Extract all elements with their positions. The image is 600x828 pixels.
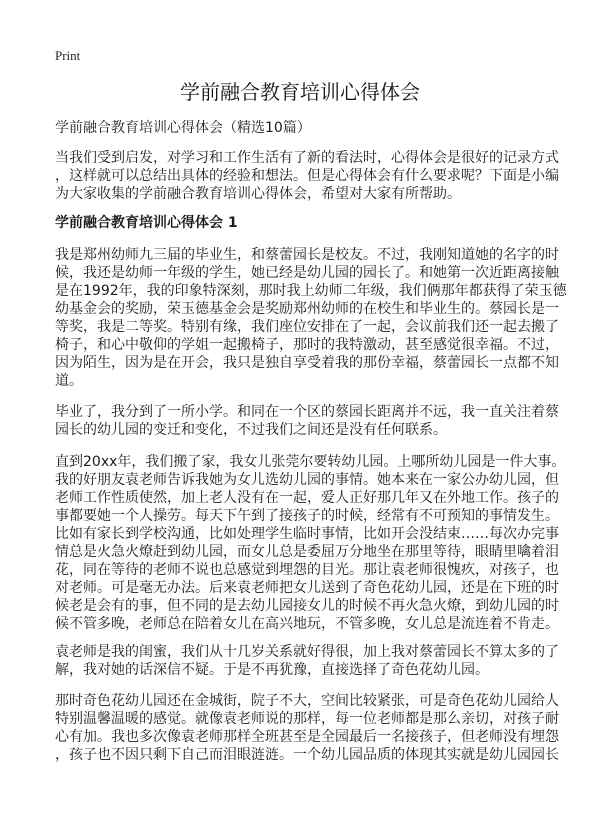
- text-line: 道。: [55, 373, 83, 389]
- intro-paragraph: [55, 149, 559, 203]
- text-line: 园长的幼儿园的变迁和变化，不过我们之间还是没有任何联系。: [55, 422, 447, 438]
- text-line: 袁老师是我的闺蜜，我们从十几岁关系就好得很，加上我对蔡蕾园长不算太多的了: [55, 644, 559, 660]
- text-line: 解，我对她的话深信不疑。于是不再犹豫，直接选择了奇色花幼儿园。: [55, 662, 489, 678]
- body-paragraph: [55, 246, 567, 390]
- text-line: 毕业了，我分到了一所小学。和同在一个区的蔡园长距离并不远，我一直关注着蔡: [55, 404, 559, 420]
- text-line: 幼基金会的奖励，荣玉德基金会是奖励郑州幼师的在校生和毕业生的。蔡园长是一: [55, 301, 559, 317]
- text-line: 花，同在等待的老师不说也总感觉到埋怨的目光。那让袁老师很愧疚，对孩子，也: [55, 562, 559, 578]
- text-line: 是在1992年，我的印象特深刻，那时我上幼师二年级，我们俩那年都获得了荣玉德: [55, 283, 567, 299]
- text-line: 等奖，我是二等奖。特别有缘，我们座位安排在了一起，会议前我们还一起去搬了: [55, 319, 559, 335]
- text-line: 我的好朋友袁老师告诉我她为女儿选幼儿园的事情。她本来在一家公办幼儿园，但: [55, 472, 559, 488]
- body-paragraph: [55, 643, 559, 679]
- page-title: 学前融合教育培训心得体会: [180, 80, 420, 104]
- text-line: ，孩子也不因只剩下自己而泪眼涟涟。一个幼儿园品质的体现其实就是幼儿园园长: [55, 747, 559, 763]
- body-paragraph: [55, 403, 559, 439]
- text-line: 椅子，和心中敬仰的学姐一起搬椅子，那时的我特激动，甚至感觉很幸福。不过，: [55, 337, 559, 353]
- text-line: 事都要她一个人操劳。每天下午到了接孩子的时候，经常有不可预知的事情发生。: [55, 508, 559, 524]
- text-line: 特别温馨温暖的感觉。就像袁老师说的那样，每一位老师都是那么亲切，对孩子耐: [55, 711, 559, 727]
- print-link[interactable]: Print: [55, 48, 81, 63]
- text-line: 候老是会有的事，但不同的是去幼儿园接女儿的时候不再火急火燎，到幼儿园的时: [55, 598, 559, 614]
- text-line: 我是郑州幼师九三届的毕业生，和蔡蕾园长是校友。不过，我刚知道她的名字的时: [55, 247, 559, 263]
- text-line: 因为陌生，因为是在开会，我只是独自享受着我的那份幸福，蔡蕾园长一点都不知: [55, 355, 559, 371]
- text-line: 对老师。可是毫无办法。后来袁老师把女儿送到了奇色花幼儿园，还是在下班的时: [55, 580, 559, 596]
- text-line: 比如有家长到学校沟通，比如处理学生临时事情，比如开会没结束……每次办完事: [55, 526, 559, 542]
- text-line: 为大家收集的学前融合教育培训心得体会，希望对大家有所帮助。: [55, 186, 461, 202]
- body-paragraph: [55, 692, 559, 764]
- text-line: 候，我还是幼师一年级的学生，她已经是幼儿园的园长了。和她第一次近距离接触: [55, 265, 559, 281]
- text-line: 那时奇色花幼儿园还在金城街，院子不大，空间比较紧张，可是奇色花幼儿园给人: [55, 693, 559, 709]
- subtitle: 学前融合教育培训心得体会（精选10篇）: [55, 120, 311, 136]
- text-line: 当我们受到启发，对学习和工作生活有了新的看法时，心得体会是很好的记录方式: [55, 150, 559, 166]
- section-heading: 学前融合教育培训心得体会 1: [55, 215, 238, 231]
- text-line: 候不管多晚，老师总在陪着女儿在高兴地玩，不管多晚，女儿总是流连着不肯走。: [55, 616, 559, 632]
- text-line: 情总是火急火燎赶到幼儿园，而女儿总是委屈万分地坐在那里等待，眼睛里噙着泪: [55, 544, 559, 560]
- text-line: 心有加。我也多次像袁老师那样全班甚至是全园最后一名接孩子，但老师没有埋怨: [55, 729, 559, 745]
- text-line: 老师工作性质使然，加上老人没有在一起，爱人正好那几年又在外地工作。孩子的: [55, 490, 559, 506]
- text-line: 直到20xx年，我们搬了家，我女儿张莞尔要转幼儿园。上哪所幼儿园是一件大事。: [55, 454, 566, 470]
- body-paragraph: [55, 453, 566, 633]
- text-line: ，这样就可以总结出具体的经验和想法。但是心得体会有什么要求呢？下面是小编: [55, 168, 559, 184]
